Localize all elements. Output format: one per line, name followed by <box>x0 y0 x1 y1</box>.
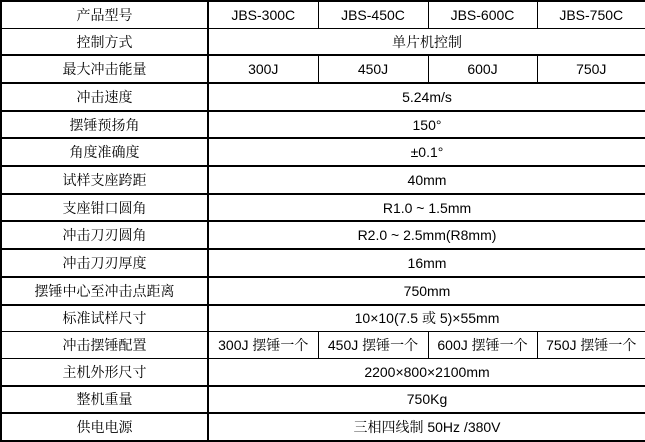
spec-value: 16mm <box>208 249 645 277</box>
table-row <box>1 55 645 83</box>
spec-label: 供电电源 <box>1 413 208 441</box>
spec-value: 450J <box>318 55 428 83</box>
table-row <box>1 305 645 332</box>
spec-label: 整机重量 <box>1 386 208 414</box>
spec-value: ±0.1° <box>208 138 645 166</box>
spec-label: 角度准确度 <box>1 138 208 166</box>
table-row <box>1 166 645 194</box>
spec-label: 摆锤预扬角 <box>1 111 208 139</box>
spec-label: 支座钳口圆角 <box>1 194 208 222</box>
spec-value: 150° <box>208 111 645 139</box>
spec-label: 冲击速度 <box>1 83 208 111</box>
table-row <box>1 413 645 441</box>
spec-label: 标准试样尺寸 <box>1 305 208 332</box>
spec-value: 600J 摆锤一个 <box>428 332 537 359</box>
table-row <box>1 249 645 277</box>
spec-label: 最大冲击能量 <box>1 55 208 83</box>
spec-value: JBS-750C <box>537 1 645 28</box>
spec-value: 750Kg <box>208 386 645 414</box>
spec-label: 试样支座跨距 <box>1 166 208 194</box>
table-row <box>1 111 645 139</box>
table-row <box>1 138 645 166</box>
spec-value: 2200×800×2100mm <box>208 358 645 385</box>
spec-value: R1.0 ~ 1.5mm <box>208 194 645 222</box>
table-row <box>1 277 645 305</box>
spec-label: 冲击摆锤配置 <box>1 332 208 359</box>
spec-value: 40mm <box>208 166 645 194</box>
table-row <box>1 1 645 28</box>
spec-label: 摆锤中心至冲击点距离 <box>1 277 208 305</box>
table-row <box>1 221 645 249</box>
table-row <box>1 386 645 414</box>
spec-value: 750J 摆锤一个 <box>537 332 645 359</box>
table-row <box>1 83 645 111</box>
spec-label: 冲击刀刃圆角 <box>1 221 208 249</box>
spec-value: 三相四线制 50Hz /380V <box>208 413 645 441</box>
spec-value: 600J <box>428 55 537 83</box>
spec-label: 控制方式 <box>1 28 208 55</box>
spec-label: 冲击刀刃厚度 <box>1 249 208 277</box>
spec-value: JBS-450C <box>318 1 428 28</box>
spec-value: 750J <box>537 55 645 83</box>
spec-value: 750mm <box>208 277 645 305</box>
spec-table-body <box>1 1 645 441</box>
spec-value: 300J <box>208 55 318 83</box>
spec-value: 300J 摆锤一个 <box>208 332 318 359</box>
table-row <box>1 194 645 222</box>
spec-value: 450J 摆锤一个 <box>318 332 428 359</box>
spec-label: 产品型号 <box>1 1 208 28</box>
table-row <box>1 358 645 385</box>
spec-value: 5.24m/s <box>208 83 645 111</box>
table-row <box>1 332 645 359</box>
spec-value: JBS-600C <box>428 1 537 28</box>
table-row <box>1 28 645 55</box>
spec-value: R2.0 ~ 2.5mm(R8mm) <box>208 221 645 249</box>
spec-value: JBS-300C <box>208 1 318 28</box>
spec-value: 10×10(7.5 或 5)×55mm <box>208 305 645 332</box>
spec-label: 主机外形尺寸 <box>1 358 208 385</box>
spec-value: 单片机控制 <box>208 28 645 55</box>
